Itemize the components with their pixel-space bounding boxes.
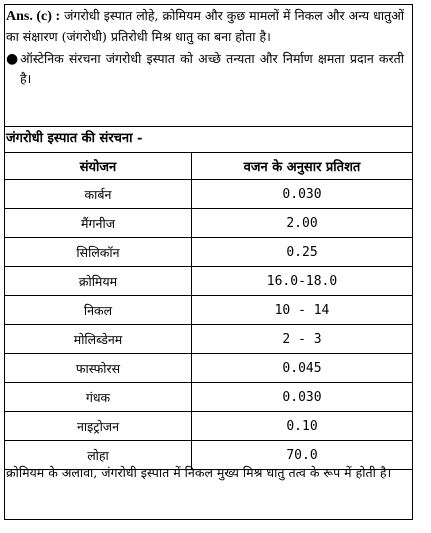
percent-cell: 2 - 3 [192,325,413,354]
component-cell: सिलिकॉन [5,238,192,267]
percent-cell: 2.00 [192,209,413,238]
composition-table [4,152,413,470]
column-header-percent: वजन के अनुसार प्रतिशत [192,153,413,180]
component-cell: फास्फोरस [5,354,192,383]
component-cell: निकल [5,296,192,325]
table-row [5,209,413,238]
percent-cell: 0.030 [192,383,413,412]
percent-cell: 70.0 [192,441,413,470]
divider [4,126,413,127]
table-row [5,238,413,267]
footer-note: क्रोमियम के अलावा, जंगरोधी इस्पात में निकल मुख्य मिश्र धातु तत्व के रूप में होती है। [6,465,392,480]
answer-text: जंगरोधी इस्पात लोहे, क्रोमियम और कुछ मामलों में निकल और अन्य धातुओं का संक्षारण (जंगरोधी) प्रतिरोधी मिश्र धातु का बना होता है। [6,8,404,44]
percent-cell: 16.0-18.0 [192,267,413,296]
table-row [5,325,413,354]
component-cell: मोलिब्डेनम [5,325,192,354]
component-cell: कार्बन [5,180,192,209]
table-row [5,296,413,325]
table-row [5,383,413,412]
component-cell: क्रोमियम [5,267,192,296]
answer-paragraph [6,6,404,47]
percent-cell: 0.10 [192,412,413,441]
table-row [5,412,413,441]
table-header-row [5,153,413,180]
component-cell: नाइट्रोजन [5,412,192,441]
percent-cell: 0.045 [192,354,413,383]
bullet-icon: ● [6,51,19,67]
column-header-component: संयोजन [5,153,192,180]
answer-block [6,6,404,89]
section-heading: जंगरोधी इस्पात की संरचना - [6,131,143,146]
percent-cell: 10 - 14 [192,296,413,325]
answer-label: Ans. (c) : [6,9,61,24]
table-row [5,180,413,209]
percent-cell: 0.030 [192,180,413,209]
percent-cell: 0.25 [192,238,413,267]
table-row [5,354,413,383]
table-row [5,267,413,296]
component-cell: मैंगनीज [5,209,192,238]
component-cell: गंधक [5,383,192,412]
bullet-item [6,49,404,89]
bullet-text: ऑस्टेनिक संरचना जंगरोधी इस्पात को अच्छे तन्यता और निर्माण क्षमता प्रदान करती है। [20,51,404,86]
component-cell: लोहा [5,441,192,470]
